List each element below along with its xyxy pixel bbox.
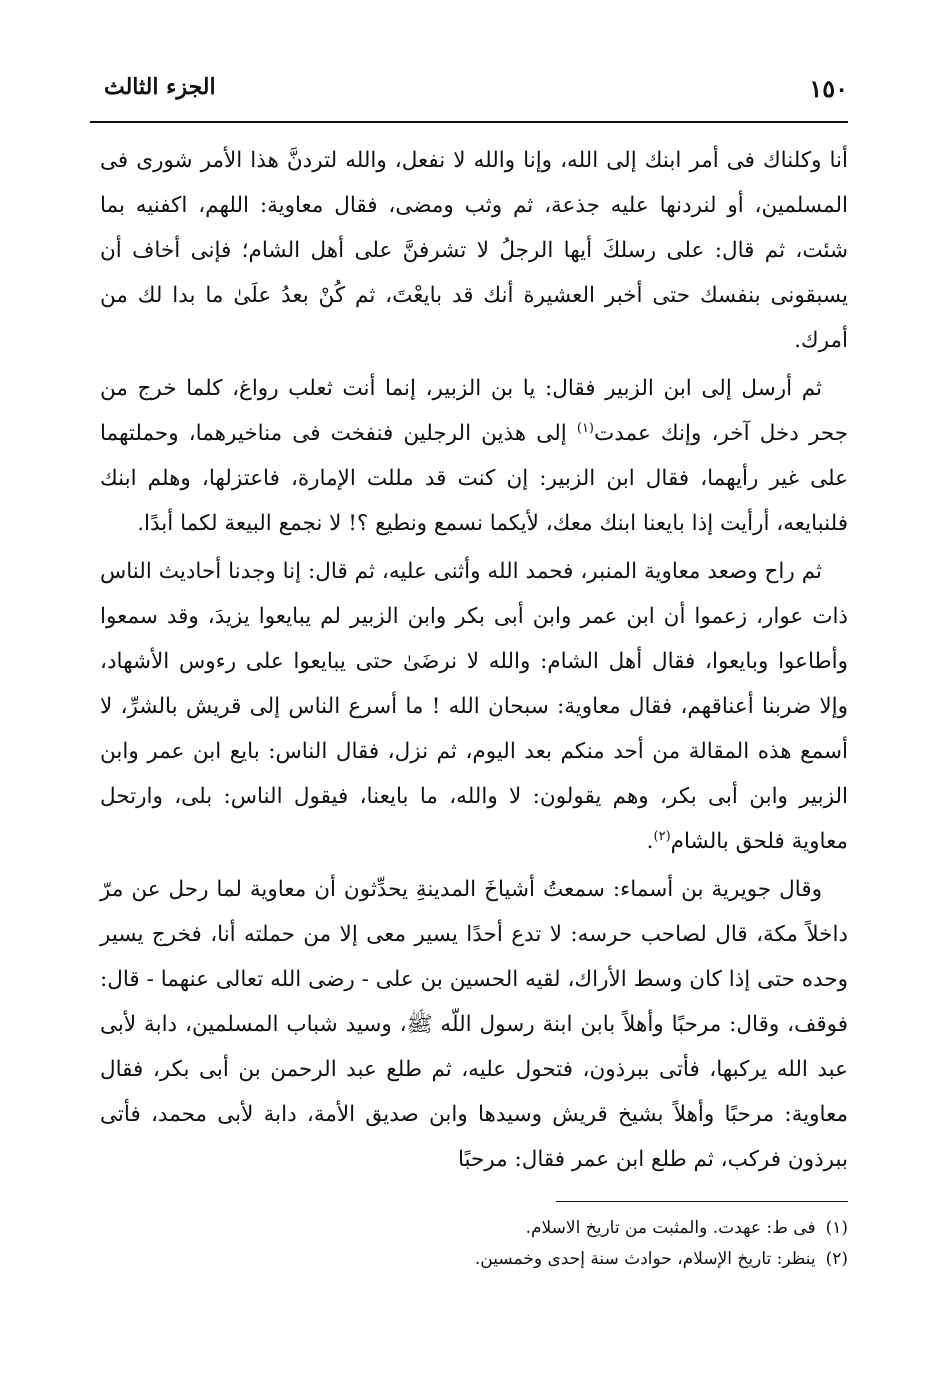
paragraph-text: ثم أرسل إلى ابن الزبير فقال: يا بن الزبير، إنما أنت ثعلب رواغ، كلما خرج من جحر دخل آخر، وإنك عمدت: [100, 376, 849, 446]
footnote-number: (٢): [825, 1249, 848, 1269]
footnote-text: فى ط: عهدت. والمثبت من تاريخ الاسلام.: [525, 1218, 816, 1238]
paragraph-text: ثم راح وصعد معاوية المنبر، فحمد الله وأثنى عليه، ثم قال: إنا وجدنا أحاديث الناس ذات عوار، زعموا أن ابن عمر وابن أبى بكر وابن الزبير لم يبايعوا يزيدَ، وقد سمعوا وأطاعوا وبايعوا، فقال أهل الشام: والله لا نرضَىٰ حتى يبايعوا على رءوس الأشهاد، وإلا ضربنا أعناقهم، فقال معاوية: سبحان الله ! ما أسرع الناس إلى قريش بالشرِّ، لا أسمع هذه المقالة من أحد منكم بعد اليوم، ثم نزل، فقال الناس: بايع ابن عمر وابن الزبير وابن أبى بكر، وهم يقولون: لا والله، ما بايعنا، فيقول الناس: بلى، وارتحل معاوية فلحق بالشام: [100, 559, 848, 854]
paragraph-text: إلى هذين الرجلين فنفخت فى مناخيرهما، وحملتهما على غير رأيهما، فقال ابن الزبير: إن كنت قد مللت الإمارة، فاعتزلها، وهلم ابنك فلنبايعه، أرأيت إذا بايعنا ابنك معك، لأيكما نسمع ونطيع ؟! لا نجمع البيعة لكما أبدًا.: [100, 421, 848, 536]
footnote-number: (١): [825, 1218, 848, 1238]
paragraph: [100, 867, 848, 1182]
paragraph-text: وقال جويرية بن أسماء: سمعتُ أشياخَ المدينةِ يحدِّثون أن معاوية لما رحل عن مرّ داخلاً مكة، قال لصاحب حرسه: لا تدع أحدًا يسير معى إلا من حملته أنا، فخرج يسير وحده حتى إذا كان وسط الأراك، لقيه الحسين بن على - رضى الله تعالى عنهما - قال: فوقف، وقال: مرحبًا وأهلاً بابن ابنة رسول اللّه ﷺ، وسيد شباب المسلمين، دابة لأبى عبد الله يركبها، فأتى ببرذون، فتحول عليه، ثم طلع عبد الرحمن بن أبى بكر، فقال معاوية: مرحبًا وأهلاً بشيخ قريش وسيدها وابن صديق الأمة، دابة لأبى محمد، فأتى ببرذون فركب، ثم طلع ابن عمر فقال: مرحبًا: [100, 877, 848, 1172]
footnote: [300, 1213, 848, 1244]
part-title: الجزء الثالث: [104, 74, 216, 100]
footnotes: [300, 1213, 848, 1275]
running-header: [90, 72, 848, 112]
header-rule: [90, 121, 848, 123]
footnote-ref: (١): [576, 420, 594, 436]
footnote-rule: [556, 1201, 848, 1202]
paragraph: [100, 138, 848, 363]
footnote-text: ينظر: تاريخ الإسلام، حوادث سنة إحدى وخمسين.: [474, 1249, 816, 1269]
paragraph-text: .: [646, 829, 654, 854]
paragraph: [100, 549, 848, 864]
paragraph-text: أنا وكلناك فى أمر ابنك إلى الله، وإنا والله لا نفعل، والله لتردنَّ هذا الأمر شورى فى المسلمين، أو لنردنها عليه جذعة، ثم وثب ومضى، فقال معاوية: اللهم، اكفنيه بما شئت، ثم قال: على رسلكَ أيها الرجلُ لا تشرفنَّ على أهل الشام؛ فإنى أخاف أن يسبقونى بنفسك حتى أخبر العشيرة أنك قد بايعْتَ، ثم كُنْ بعدُ علَىٰ ما بدا لك من أمرك.: [100, 148, 848, 353]
body-text: [100, 138, 848, 1185]
footnote-ref: (٢): [653, 828, 671, 844]
footnote: [300, 1244, 848, 1275]
paragraph: [100, 366, 848, 546]
page-number: ١٥٠: [809, 74, 848, 103]
